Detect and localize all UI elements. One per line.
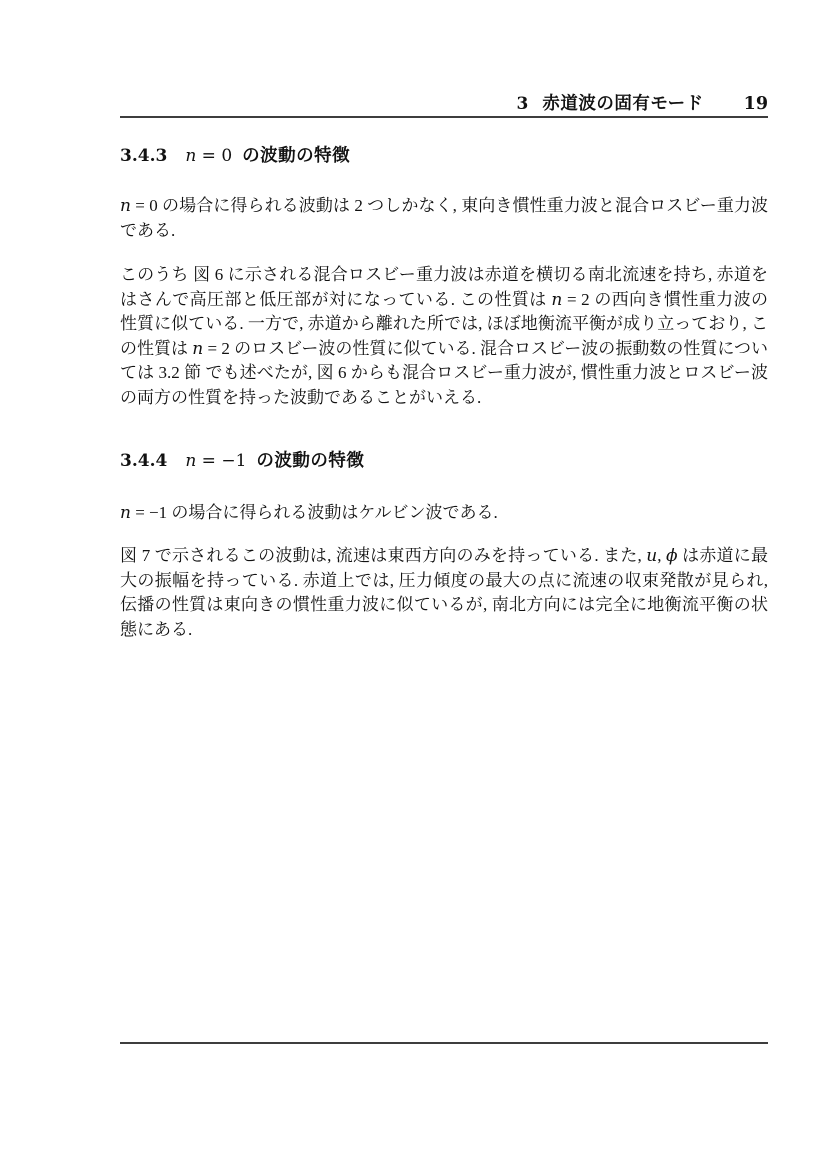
math-variable: n	[192, 338, 204, 359]
math-variable: n	[185, 146, 197, 166]
math-variable: u	[646, 546, 658, 566]
section-number: 3.4.4	[120, 451, 168, 471]
section-number: 3.4.3	[120, 146, 168, 166]
text-segment: = 0	[196, 146, 233, 166]
paragraph	[120, 501, 768, 526]
section-heading-3-4-3	[120, 144, 768, 167]
text-segment: このうち 図 6 に示される混合ロスビー重力波は赤道を横切る南北流速を持ち, 赤道をはさんで高圧部と低圧部が対になっている. この性質は	[120, 265, 768, 309]
math-variable: n	[185, 451, 197, 471]
math-variable: ϕ	[666, 546, 678, 566]
footer-rule	[120, 1042, 768, 1044]
section-title: の波動の特徴	[256, 450, 365, 470]
running-section-number: 3	[516, 94, 529, 114]
math-variable: n	[120, 503, 131, 523]
text-segment: は赤道に最大の振幅を持っている. 赤道上では, 圧力傾度の最大の点に流速の収束発散が見られ, 伝播の性質は東向きの慣性重力波に似ているが, 南北方向には完全に地衡流平衡の状態にある.	[120, 546, 769, 639]
math-variable: n	[120, 196, 131, 216]
section-title-math	[185, 146, 232, 166]
math-variable: n	[551, 289, 563, 310]
text-segment: = −1	[196, 451, 247, 471]
paragraph	[120, 544, 768, 642]
text-segment: = 2 のロスビー波の性質に似ている. 混合ロスビー波の振動数の性質については 3.2 節 でも述べたが, 図 6 からも混合ロスビー重力波が, 慣性重力波とロスビー波の両方の性質を持った波動であることがいえる.	[120, 338, 769, 407]
text-segment: = −1 の場合に得られる波動はケルビン波である.	[130, 503, 498, 522]
running-title: 赤道波の固有モード	[542, 93, 704, 113]
paragraph	[120, 194, 768, 243]
paragraph	[120, 263, 768, 411]
section-heading-3-4-4	[120, 449, 768, 472]
text-segment: = 2 の西向き慣性重力波の性質に似ている. 一方で, 赤道から離れた所では, ほぼ地衡流平衡が成り立っており, この性質は	[120, 289, 768, 358]
text-segment: ,	[657, 546, 666, 565]
section-title-math	[185, 451, 246, 471]
text-segment: = 0 の場合に得られる波動は 2 つしかなく, 東向き慣性重力波と混合ロスビー重力波である.	[120, 196, 768, 240]
page-number: 19	[743, 94, 768, 114]
header-rule	[120, 116, 768, 118]
text-segment: 図 7 で示されるこの波動は, 流速は東西方向のみを持っている. また,	[120, 546, 647, 565]
page-header	[120, 90, 768, 115]
section-title: の波動の特徴	[242, 145, 351, 165]
